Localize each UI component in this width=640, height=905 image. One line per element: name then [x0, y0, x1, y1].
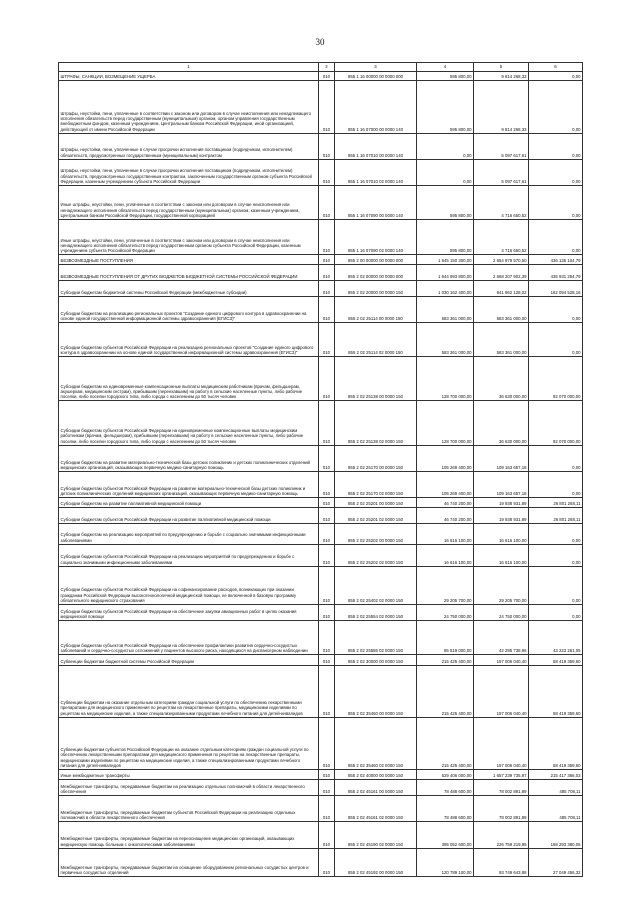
approved-amount: 46 740 200,00 — [417, 498, 474, 508]
column-number: 6 — [529, 63, 583, 72]
budget-classification-code: 855 2 02 45161 02 0000 150 — [335, 796, 417, 822]
unexecuted-amount: 0,00 — [529, 133, 583, 159]
row-description: Иные межбюджетные трансферты — [59, 769, 319, 779]
executed-amount: 9 814 268,33 — [474, 72, 529, 81]
unexecuted-amount: 0,00 — [529, 323, 583, 357]
row-code: 010 — [319, 255, 335, 264]
executed-amount: 42 295 738,96 — [474, 621, 529, 655]
column-number-row — [59, 63, 583, 72]
table-row — [59, 264, 583, 280]
executed-amount: 19 938 931,89 — [474, 498, 529, 508]
row-code: 010 — [319, 544, 335, 566]
table-row — [59, 498, 583, 508]
approved-amount: 16 616 100,00 — [417, 524, 474, 544]
row-description: Субсидии бюджетам субъектов Российской Федерации на софинансирование расходов, возникающих при оказании гражданам Российской Федерации высокотехнологичной медицинской помощи, не включенной в базовую программу обязательного медицинского страхования — [59, 566, 319, 604]
budget-classification-code: 855 2 02 25114 02 0000 150 — [335, 323, 417, 357]
row-code: 010 — [319, 508, 335, 524]
table-row — [59, 566, 583, 604]
executed-amount: 226 759 219,95 — [474, 822, 529, 848]
approved-amount: 120 789 100,00 — [417, 848, 474, 876]
approved-amount: 78 488 600,00 — [417, 796, 474, 822]
unexecuted-amount: 27 049 456,32 — [529, 848, 583, 876]
unexecuted-amount: 168 293 380,05 — [529, 822, 583, 848]
table-row — [59, 471, 583, 497]
approved-amount: 595 800,00 — [417, 81, 474, 133]
row-code: 010 — [319, 357, 335, 401]
executed-amount: 24 750 000,00 — [474, 604, 529, 620]
table-row — [59, 445, 583, 471]
unexecuted-amount: 215 417 366,03 — [529, 769, 583, 779]
row-description: Субсидии бюджетам субъектов Российской Федерации на реализацию региональных проектов "Создание единого цифрового контура в здравоохранении на основе единой государственной информационной системы здравоохранения (ЕГИСЗ)" — [59, 323, 319, 357]
budget-classification-code: 855 2 02 25586 02 0000 150 — [335, 621, 417, 655]
approved-amount: 105 269 400,00 — [417, 471, 474, 497]
executed-amount: 29 205 700,00 — [474, 566, 529, 604]
unexecuted-amount: 0,00 — [529, 296, 583, 322]
budget-classification-code: 855 2 02 25201 00 0000 150 — [335, 498, 417, 508]
row-code: 010 — [319, 717, 335, 769]
table-row — [59, 185, 583, 219]
executed-amount: 16 616 100,00 — [474, 524, 529, 544]
column-number: 3 — [335, 63, 417, 72]
unexecuted-amount: 58 419 359,60 — [529, 655, 583, 665]
budget-classification-code: 855 2 02 45161 00 0000 150 — [335, 780, 417, 796]
budget-classification-code: 855 2 02 25554 02 0000 150 — [335, 604, 417, 620]
unexecuted-amount: 0,00 — [529, 159, 583, 185]
row-description: Межбюджетные трансферты, передаваемые бюджетам на оснащение оборудованием региональных сосудистых центров и первичных сосудистых отделений — [59, 848, 319, 876]
executed-amount: 5 097 617,61 — [474, 133, 529, 159]
table-row — [59, 296, 583, 322]
table-row — [59, 780, 583, 796]
table-row — [59, 280, 583, 296]
row-description: Субсидии бюджетам бюджетной системы Российской Федерации (межбюджетные субсидии) — [59, 280, 319, 296]
approved-amount: 595 800,00 — [417, 220, 474, 255]
approved-amount: 1 644 993 800,00 — [417, 264, 474, 280]
table-row — [59, 655, 583, 665]
row-description: Субсидии бюджетам субъектов Российской Федерации на развитие паллиативной медицинской помощи — [59, 508, 319, 524]
unexecuted-amount: 0,00 — [529, 445, 583, 471]
row-code: 010 — [319, 296, 335, 322]
approved-amount: 1 645 150 300,00 — [417, 255, 474, 264]
executed-amount: 2 654 979 570,50 — [474, 255, 529, 264]
executed-amount: 16 616 100,00 — [474, 544, 529, 566]
row-description: Штрафы, неустойки, пени, уплаченные в соответствии с законом или договором в случае неисполнения или ненадлежащего исполнения обязательств перед государственным (муниципальным) органом, органом управления государственным внебюджетным фондом, казенным учреждением, Центральным банком Российской Федерации, иной организацией, действующей от имени Российской Федерации — [59, 81, 319, 133]
row-code: 010 — [319, 185, 335, 219]
row-description: Субсидии бюджетам субъектов Российской Федерации на единовременные компенсационные выплаты медицинским работникам (врачам, фельдшерам), прибывшим (переехавшим) на работу в сельские населенные пункты, либо рабочие поселки, либо поселки городского типа, либо города с населением до 50 тысяч человек — [59, 401, 319, 445]
row-code: 010 — [319, 796, 335, 822]
column-number: 2 — [319, 63, 335, 72]
row-code: 010 — [319, 220, 335, 255]
row-code: 010 — [319, 72, 335, 81]
row-code: 010 — [319, 133, 335, 159]
table-row — [59, 133, 583, 159]
executed-amount: 93 749 643,88 — [474, 848, 529, 876]
table-row — [59, 524, 583, 544]
row-code: 010 — [319, 323, 335, 357]
table-row — [59, 357, 583, 401]
table-row — [59, 769, 583, 779]
budget-classification-code: 855 2 02 25170 00 0000 150 — [335, 445, 417, 471]
table-row — [59, 665, 583, 717]
unexecuted-amount: 92 070 000,00 — [529, 357, 583, 401]
row-code: 010 — [319, 498, 335, 508]
column-number: 4 — [417, 63, 474, 72]
row-description: Субсидии бюджетам на единовременные компенсационные выплаты медицинским работникам (врачам, фельдшерам, акушеркам, медицинским сестрам), прибывшим (переехавшим) на работу в сельские населенные пункты, либо рабочие поселки, либо поселки городского типа, либо города с населением до 50 тысяч человек — [59, 357, 319, 401]
table-row — [59, 323, 583, 357]
approved-amount: 583 361 000,00 — [417, 323, 474, 357]
table-row — [59, 544, 583, 566]
executed-amount: 109 163 657,18 — [474, 471, 529, 497]
row-code: 010 — [319, 445, 335, 471]
executed-amount: 157 006 040,40 — [474, 717, 529, 769]
budget-classification-code: 855 2 02 25402 02 0000 150 — [335, 566, 417, 604]
executed-amount: 583 361 000,00 — [474, 323, 529, 357]
budget-classification-code: 855 1 16 07090 02 0000 140 — [335, 220, 417, 255]
unexecuted-amount: 26 801 268,11 — [529, 498, 583, 508]
table-row — [59, 621, 583, 655]
budget-classification-code: 855 2 02 45192 00 0000 150 — [335, 848, 417, 876]
unexecuted-amount: 436 135 104,79 — [529, 255, 583, 264]
unexecuted-amount: 0,00 — [529, 524, 583, 544]
table-row — [59, 81, 583, 133]
unexecuted-amount: 0,00 — [529, 185, 583, 219]
budget-classification-code: 855 1 16 07000 00 0000 140 — [335, 81, 417, 133]
table-row — [59, 401, 583, 445]
row-description: БЕЗВОЗМЕЗДНЫЕ ПОСТУПЛЕНИЯ — [59, 255, 319, 264]
unexecuted-amount: 58 419 359,60 — [529, 665, 583, 717]
column-number: 1 — [59, 63, 319, 72]
executed-amount: 78 002 891,89 — [474, 796, 529, 822]
row-description: БЕЗВОЗМЕЗДНЫЕ ПОСТУПЛЕНИЯ ОТ ДРУГИХ БЮДЖЕТОВ БЮДЖЕТНОЙ СИСТЕМЫ РОССИЙСКОЙ ФЕДЕРАЦИИ — [59, 264, 319, 280]
executed-amount: 157 006 040,40 — [474, 665, 529, 717]
budget-classification-code: 855 2 02 25114 00 0000 150 — [335, 296, 417, 322]
row-code: 010 — [319, 566, 335, 604]
row-description: Субсидии бюджетам субъектов Российской Федерации на обеспечение закупки авиационных работ в целях оказания медицинской помощи — [59, 604, 319, 620]
approved-amount: 395 052 600,00 — [417, 822, 474, 848]
row-description: Субвенции бюджетам бюджетной системы Российской Федерации — [59, 655, 319, 665]
approved-amount: 16 616 100,00 — [417, 544, 474, 566]
row-description: Субвенции бюджетам субъектов Российской Федерации на оказание отдельным категориям граждан социальной услуги по обеспечению лекарственными препаратами для медицинского применения по рецептам на лекарственные препараты, медицинскими изделиями по рецептам на медицинские изделия, а также специализированными продуктами лечебного питания для детей-инвалидов — [59, 717, 319, 769]
row-code: 010 — [319, 780, 335, 796]
table-row — [59, 604, 583, 620]
approved-amount: 1 030 162 400,00 — [417, 280, 474, 296]
row-code: 010 — [319, 665, 335, 717]
row-code: 010 — [319, 264, 335, 280]
row-code: 010 — [319, 280, 335, 296]
row-description: Субвенции бюджетам на оказание отдельным категориям граждан социальной услуги по обеспечению лекарственными препаратами для медицинского применения по рецептам на лекарственные препараты, медицинскими изделиями по рецептам на медицинские изделия, а также специализированными продуктами лечебного питания для детей-инвалидов — [59, 665, 319, 717]
approved-amount: 595 800,00 — [417, 72, 474, 81]
budget-classification-code: 855 2 02 25138 00 0000 150 — [335, 357, 417, 401]
executed-amount: 583 361 000,00 — [474, 296, 529, 322]
row-description: Субсидии бюджетам на развитие материально-технической базы детских поликлиник и детских поликлинических отделений медицинских организаций, оказывающих первичную медико-санитарную помощь — [59, 445, 319, 471]
budget-classification-code: 855 2 02 25202 00 0000 150 — [335, 524, 417, 544]
executed-amount: 5 097 617,61 — [474, 159, 529, 185]
unexecuted-amount: 0,00 — [529, 81, 583, 133]
budget-classification-code: 855 2 02 35460 00 0000 150 — [335, 665, 417, 717]
table-row — [59, 796, 583, 822]
executed-amount: 19 938 931,89 — [474, 508, 529, 524]
approved-amount: 215 425 400,00 — [417, 655, 474, 665]
budget-classification-code: 855 2 02 25138 02 0000 150 — [335, 401, 417, 445]
budget-classification-code: 855 1 16 07010 02 0000 140 — [335, 159, 417, 185]
row-code: 010 — [319, 159, 335, 185]
unexecuted-amount: 58 419 359,60 — [529, 717, 583, 769]
row-description: Субсидии бюджетам субъектов Российской Федерации на обеспечение профилактики развития сердечно-сосудистых заболеваний и сердечно-сосудистых осложнений у пациентов высокого риска, находящихся на диспансерном наблюдении — [59, 621, 319, 655]
unexecuted-amount: 0,00 — [529, 72, 583, 81]
executed-amount: 4 716 650,52 — [474, 185, 529, 219]
executed-amount: 109 163 657,18 — [474, 445, 529, 471]
row-description: Штрафы, неустойки, пени, уплаченные в случае просрочки исполнения поставщиком (подрядчиком, исполнителем) обязательств, предусмотренных государственным контрактом, заключенным государственным органом субъекта Российской Федерации, казенным учреждением субъекта Российской Федерации — [59, 159, 319, 185]
row-code: 010 — [319, 471, 335, 497]
budget-classification-code: 855 2 00 00000 00 0000 000 — [335, 255, 417, 264]
approved-amount: 78 488 600,00 — [417, 780, 474, 796]
budget-classification-code: 855 2 02 25201 02 0000 150 — [335, 508, 417, 524]
row-code: 010 — [319, 848, 335, 876]
executed-amount: 2 668 207 902,39 — [474, 264, 529, 280]
budget-classification-code: 855 1 16 00000 00 0000 000 — [335, 72, 417, 81]
row-description: Субсидии бюджетам субъектов Российской Федерации на реализацию мероприятий по предупреждению и борьбе с социально значимыми инфекционными заболеваниями — [59, 544, 319, 566]
executed-amount: 157 006 040,40 — [474, 655, 529, 665]
executed-amount: 36 630 000,00 — [474, 401, 529, 445]
budget-classification-code: 855 2 02 20000 00 0000 150 — [335, 280, 417, 296]
budget-classification-code: 855 2 02 25170 02 0000 150 — [335, 471, 417, 497]
row-description: Штрафы, неустойки, пени, уплаченные в случае просрочки исполнения поставщиком (подрядчиком, исполнителем) обязательств, предусмотренных государственным (муниципальным) контрактом — [59, 133, 319, 159]
executed-amount: 841 962 128,02 — [474, 280, 529, 296]
table-row — [59, 159, 583, 185]
budget-classification-code: 855 2 02 35460 02 0000 150 — [335, 717, 417, 769]
table-row — [59, 822, 583, 848]
row-description: Межбюджетные трансферты, передаваемые бюджетам на переоснащение медицинских организаций, оказывающих медицинскую помощь больным с онкологическими заболеваниями — [59, 822, 319, 848]
row-description: Субсидии бюджетам на реализацию мероприятий по предупреждению и борьбе с социально значимыми инфекционными заболеваниями — [59, 524, 319, 544]
unexecuted-amount: 43 223 261,05 — [529, 621, 583, 655]
unexecuted-amount: 0,00 — [529, 604, 583, 620]
budget-classification-code: 855 1 16 07010 00 0000 140 — [335, 133, 417, 159]
row-description: Межбюджетные трансферты, передаваемые бюджетам субъектов Российской Федерации на реализацию отдельных полномочий в области лекарственного обеспечения — [59, 796, 319, 822]
row-code: 010 — [319, 524, 335, 544]
unexecuted-amount: 0,00 — [529, 566, 583, 604]
budget-classification-code: 855 2 02 00000 00 0000 000 — [335, 264, 417, 280]
executed-amount: 9 814 268,33 — [474, 81, 529, 133]
budget-classification-code: 855 2 02 40000 00 0000 150 — [335, 769, 417, 779]
approved-amount: 0,00 — [417, 133, 474, 159]
row-description: Иные штрафы, неустойки, пени, уплаченные в соответствии с законом или договором в случае неисполнения или ненадлежащего исполнения обязательств перед государственным органом субъекта Российской Федерации, казенным учреждением субъекта Российской Федерации — [59, 220, 319, 255]
budget-classification-code: 855 2 02 45190 02 0000 150 — [335, 822, 417, 848]
budget-classification-code: 855 2 02 30000 00 0000 150 — [335, 655, 417, 665]
unexecuted-amount: 26 801 268,11 — [529, 508, 583, 524]
row-code: 010 — [319, 604, 335, 620]
row-description: Субсидии бюджетам на реализацию региональных проектов "Создание единого цифрового контура в здравоохранении на основе единой государственной информационной системы здравоохранения (ЕГИСЗ)" — [59, 296, 319, 322]
approved-amount: 583 361 000,00 — [417, 296, 474, 322]
executed-amount: 1 657 239 735,97 — [474, 769, 529, 779]
unexecuted-amount: 0,00 — [529, 544, 583, 566]
row-code: 010 — [319, 621, 335, 655]
row-code: 010 — [319, 401, 335, 445]
unexecuted-amount: 485 708,11 — [529, 796, 583, 822]
unexecuted-amount: 0,00 — [529, 220, 583, 255]
budget-report-table — [58, 62, 583, 877]
row-code: 010 — [319, 822, 335, 848]
unexecuted-amount: 92 070 000,00 — [529, 401, 583, 445]
approved-amount: 0,00 — [417, 159, 474, 185]
unexecuted-amount: 485 708,11 — [529, 780, 583, 796]
unexecuted-amount: 435 931 254,79 — [529, 264, 583, 280]
row-description: Иные штрафы, неустойки, пени, уплаченные в соответствии с законом или договором в случае неисполнения или ненадлежащего исполнения обязательств перед государственным (муниципальным) органом, казенным учреждением, Центральным банком Российской Федерации, государственной корпорацией — [59, 185, 319, 219]
approved-amount: 529 406 000,00 — [417, 769, 474, 779]
row-description: Межбюджетные трансферты, передаваемые бюджетам на реализацию отдельных полномочий в области лекарственного обеспечения — [59, 780, 319, 796]
approved-amount: 105 269 400,00 — [417, 445, 474, 471]
row-description: ШТРАФЫ, САНКЦИИ, ВОЗМЕЩЕНИЕ УЩЕРБА — [59, 72, 319, 81]
row-description: Субсидии бюджетам на развитие паллиативной медицинской помощи — [59, 498, 319, 508]
table-row — [59, 717, 583, 769]
budget-classification-code: 855 1 16 07090 00 0000 140 — [335, 185, 417, 219]
approved-amount: 215 425 400,00 — [417, 665, 474, 717]
approved-amount: 29 205 700,00 — [417, 566, 474, 604]
executed-amount: 36 630 000,00 — [474, 357, 529, 401]
approved-amount: 85 519 000,00 — [417, 621, 474, 655]
approved-amount: 46 740 200,00 — [417, 508, 474, 524]
table-row — [59, 848, 583, 876]
approved-amount: 24 750 000,00 — [417, 604, 474, 620]
row-code: 010 — [319, 769, 335, 779]
approved-amount: 595 800,00 — [417, 185, 474, 219]
budget-classification-code: 855 2 02 25202 02 0000 150 — [335, 544, 417, 566]
executed-amount: 4 716 650,52 — [474, 220, 529, 255]
approved-amount: 128 700 000,00 — [417, 401, 474, 445]
approved-amount: 215 425 400,00 — [417, 717, 474, 769]
row-description: Субсидии бюджетам субъектов Российской Федерации на развитие материально-технической базы детских поликлиник и детских поликлинических отделений медицинских организаций, оказывающих первичную медико-санитарную помощь — [59, 471, 319, 497]
table-row — [59, 72, 583, 81]
report-body — [59, 63, 583, 877]
table-row — [59, 220, 583, 255]
page-number: 30 — [315, 37, 325, 47]
unexecuted-amount: 162 094 528,16 — [529, 280, 583, 296]
column-number: 5 — [474, 63, 529, 72]
row-code: 010 — [319, 655, 335, 665]
executed-amount: 78 002 891,89 — [474, 780, 529, 796]
table-row — [59, 255, 583, 264]
unexecuted-amount: 0,00 — [529, 471, 583, 497]
row-code: 010 — [319, 81, 335, 133]
table-row — [59, 508, 583, 524]
approved-amount: 128 700 000,00 — [417, 357, 474, 401]
